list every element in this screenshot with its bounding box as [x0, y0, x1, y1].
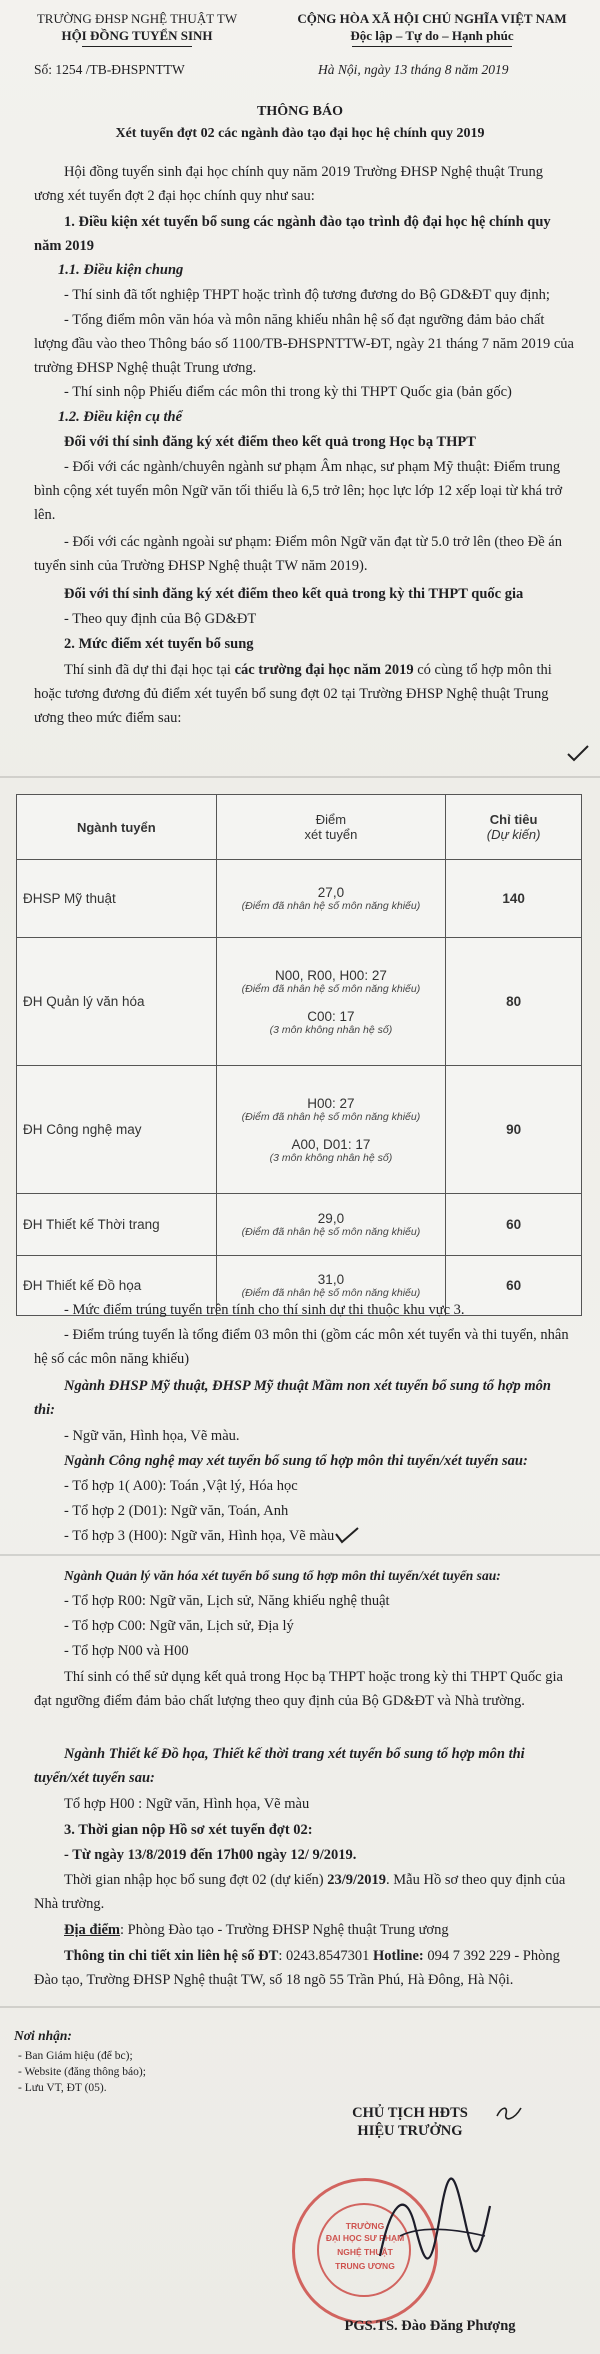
- row-quota: 90: [446, 1066, 582, 1194]
- score-note-2: (3 môn không nhân hệ số): [269, 1151, 393, 1164]
- section3-enroll: [34, 1868, 574, 1916]
- enroll-text-c: . Mẫu Hồ sơ theo quy định của Nhà trường.: [34, 1872, 566, 1912]
- contact-rest: 094 7 392 229 - Phòng Đào tạo, Trường ĐHSP Nghệ thuật TW, số 18 ngõ 55 Trần Phú, Hà Đông, Hà Nội.: [34, 1948, 560, 1988]
- score-value: 31,0: [317, 1272, 345, 1287]
- score-note: (Điểm đã nhân hệ số môn năng khiếu): [241, 1110, 421, 1123]
- note-region: - Mức điểm trúng tuyển trên tính cho thí sinh dự thi thuộc khu vực 3.: [64, 1302, 465, 1318]
- fineart-combo: - Ngữ văn, Hình họa, Vẽ màu.: [64, 1428, 240, 1444]
- table-row: [17, 938, 582, 1066]
- contact-line: [34, 1944, 574, 1992]
- s2-text-a: Thí sinh đã dự thi đại học tại: [64, 662, 235, 678]
- section11-title: 1.1. Điều kiện chung: [58, 262, 184, 278]
- recipient-item: - Website (đăng thông báo);: [18, 2066, 146, 2078]
- row-score: [216, 1194, 446, 1256]
- contact-label: Thông tin chi tiết xin liên hệ số ĐT: [64, 1948, 279, 1964]
- score-value: 27,0: [317, 885, 345, 900]
- row-major: ĐH Quản lý văn hóa: [17, 938, 217, 1066]
- s12-item3: - Theo quy định của Bộ GD&ĐT: [64, 611, 257, 627]
- s12-heading2: Đối với thí sinh đăng ký xét điểm theo kết quả trong kỳ thi THPT quốc gia: [64, 586, 524, 602]
- garment-combo1: - Tổ hợp 1( A00): Toán ,Vật lý, Hóa học: [64, 1478, 298, 1494]
- place-label: Địa điểm: [64, 1922, 120, 1938]
- header-score: [216, 795, 446, 860]
- score-note: (Điểm đã nhân hệ số môn năng khiếu): [241, 1287, 421, 1299]
- seal-text-line3: NGHỆ THUẬT: [337, 2247, 393, 2257]
- garment-heading: Ngành Công nghệ may xét tuyển bổ sung tổ hợp môn thi tuyển/xét tuyển sau:: [64, 1453, 528, 1469]
- hotline-label: Hotline:: [372, 1948, 428, 1964]
- row-score: [216, 1066, 446, 1194]
- org-underline: [82, 46, 192, 47]
- seal-text-line4: TRUNG ƯƠNG: [335, 2261, 395, 2271]
- nation-underline: [352, 46, 512, 47]
- notice-title: THÔNG BÁO: [257, 104, 343, 119]
- enroll-date: 23/9/2019: [327, 1872, 387, 1888]
- signer-name: PGS.TS. Đào Đăng Phượng: [344, 2318, 516, 2334]
- recipients-label: Nơi nhận:: [14, 2028, 72, 2043]
- garment-combo3: - Tổ hợp 3 (H00): Ngữ văn, Hình họa, Vẽ màu: [64, 1528, 335, 1544]
- culture-combo1: - Tổ hợp R00: Ngữ văn, Lịch sử, Năng khiếu nghệ thuật: [64, 1593, 390, 1609]
- row-score: [216, 938, 446, 1066]
- section3-dates: - Từ ngày 13/8/2019 đến 17h00 ngày 12/ 9/2019.: [64, 1847, 357, 1863]
- section2-paragraph: [34, 658, 574, 730]
- s2-text-b: các trường đại học năm 2019: [234, 662, 414, 678]
- header-major: Ngành tuyển: [17, 795, 217, 860]
- score-note: (Điểm đã nhân hệ số môn năng khiếu): [241, 982, 421, 995]
- s11-item1: - Thí sinh đã tốt nghiệp THPT hoặc trình độ tương đương do Bộ GD&ĐT quy định;: [64, 287, 550, 303]
- s12-heading1: Đối với thí sinh đăng ký xét điểm theo kết quả trong Học bạ THPT: [64, 434, 476, 450]
- section1-title: 1. Điều kiện xét tuyển bổ sung các ngành đào tạo trình độ đại học hệ chính quy năm 2019: [34, 214, 551, 254]
- handwritten-signature: [360, 2166, 500, 2286]
- row-major: ĐH Thiết kế Thời trang: [17, 1194, 217, 1256]
- row-major: ĐH Công nghệ may: [17, 1066, 217, 1194]
- table-header-row: [17, 795, 582, 860]
- org-line1: TRƯỜNG ĐHSP NGHỆ THUẬT TW: [36, 11, 238, 26]
- recipients-list: [18, 2048, 146, 2096]
- header-quota-line1: Chỉ tiêu: [489, 812, 538, 827]
- doc-date: Hà Nội, ngày 13 tháng 8 năm 2019: [318, 62, 509, 77]
- score-note: (Điểm đã nhân hệ số môn năng khiếu): [241, 1226, 421, 1238]
- contact-phone: : 0243.8547301: [278, 1948, 373, 1964]
- page-fold-line: [0, 1554, 600, 1556]
- enroll-text-a: Thời gian nhập học bổ sung đợt 02 (dự kiến): [64, 1872, 328, 1888]
- notice-subtitle: Xét tuyển đợt 02 các ngành đào tạo đại học hệ chính quy 2019: [115, 126, 485, 141]
- nation-line2: Độc lập – Tự do – Hạnh phúc: [350, 28, 514, 43]
- header-score-line1: Điểm: [315, 812, 347, 827]
- section3-title: 3. Thời gian nộp Hồ sơ xét tuyển đợt 02:: [64, 1822, 313, 1838]
- score-value: 29,0: [317, 1211, 345, 1226]
- score-value: N00, R00, H00: 27: [275, 967, 387, 983]
- section12-title: 1.2. Điều kiện cụ thể: [58, 409, 183, 425]
- signer-title1: CHỦ TỊCH HĐTS: [352, 2105, 468, 2121]
- signer-title: [300, 2104, 520, 2140]
- nation-header: [272, 10, 592, 47]
- s11-item2: - Tổng điểm môn văn hóa và môn năng khiếu nhân hệ số đạt ngưỡng đảm bảo chất lượng đầu vào theo Thông báo số 1100/TB-ĐHSPNTTW-ĐT, ngày 21 tháng 7 năm 2019 của trường ĐHSP Nghệ thuật Trung ương.: [34, 312, 574, 376]
- recipient-item: - Ban Giám hiệu (để bc);: [18, 2050, 133, 2062]
- row-quota: 60: [446, 1194, 582, 1256]
- check-mark-icon: [334, 1526, 360, 1546]
- row-major: ĐHSP Mỹ thuật: [17, 860, 217, 938]
- score-value-2: A00, D01: 17: [291, 1136, 371, 1152]
- score-table: [16, 794, 582, 1316]
- section2-title: 2. Mức điểm xét tuyển bổ sung: [64, 636, 254, 652]
- design-combo: Tổ hợp H00 : Ngữ văn, Hình họa, Vẽ màu: [64, 1796, 310, 1812]
- culture-combo2: - Tổ hợp C00: Ngữ văn, Lịch sử, Địa lý: [64, 1618, 294, 1634]
- garment-combo2: - Tổ hợp 2 (D01): Ngữ văn, Toán, Anh: [64, 1503, 289, 1519]
- s12-item1: - Đối với các ngành/chuyên ngành sư phạm Âm nhạc, sư phạm Mỹ thuật: Điểm trung bình cộng xét tuyển môn Ngữ văn tối thiểu là 6,5 trở lên; học lực lớp 12 xếp loại từ khá trở lên.: [34, 459, 563, 523]
- header-score-line2: xét tuyển: [304, 827, 358, 842]
- recipient-item: - Lưu VT, ĐT (05).: [18, 2082, 107, 2094]
- design-heading: Ngành Thiết kế Đồ họa, Thiết kế thời trang xét tuyển bổ sung tổ hợp môn thi tuyển/xét tuyển sau:: [34, 1746, 525, 1786]
- place-line: [34, 1918, 574, 1942]
- score-value-2: C00: 17: [307, 1008, 355, 1024]
- score-note-2: (3 môn không nhân hệ số): [269, 1023, 393, 1036]
- row-quota: 80: [446, 938, 582, 1066]
- header-quota-line2: (Dự kiến): [486, 827, 541, 842]
- org-line2: HỘI ĐỒNG TUYỂN SINH: [61, 28, 213, 43]
- row-quota: 60: [446, 1256, 582, 1316]
- seal-text-line2: ĐẠI HỌC SƯ PHẠM: [325, 2233, 405, 2243]
- check-mark-icon: [566, 742, 590, 764]
- initial-mark-icon: [494, 2104, 524, 2122]
- seal-text-top: TRƯỜNG: [345, 2221, 385, 2231]
- row-quota: 140: [446, 860, 582, 938]
- transcript-paragraph: Thí sinh có thể sử dụng kết quả trong Học bạ THPT hoặc trong kỳ thi THPT Quốc gia đạt ngưỡng điểm đảm bảo chất lượng theo quy định của Bộ GD&ĐT và Nhà trường.: [34, 1669, 563, 1709]
- intro-paragraph: Hội đồng tuyển sinh đại học chính quy năm 2019 Trường ĐHSP Nghệ thuật Trung ương xét tuyển đợt 2 đại học chính quy như sau:: [34, 164, 544, 204]
- doc-number: Số: 1254 /TB-ĐHSPNTTW: [34, 62, 185, 77]
- place-value: : Phòng Đào tạo - Trường ĐHSP Nghệ thuật Trung ương: [119, 1922, 449, 1938]
- page-fold-line: [0, 776, 600, 778]
- s2-text-c: có cùng tổ hợp môn thi hoặc tương đương đủ điểm xét tuyển bổ sung đợt 02 tại Trường ĐHSP Nghệ thuật Trung ương theo mức điểm sau:: [34, 662, 552, 726]
- table-row: [17, 1066, 582, 1194]
- org-header: [12, 10, 262, 47]
- culture-combo3: - Tổ hợp N00 và H00: [64, 1643, 189, 1659]
- s12-item2: - Đối với các ngành ngoài sư phạm: Điểm môn Ngữ văn đạt từ 5.0 trở lên (theo Đề án tuyển sinh của Trường ĐHSP Nghệ thuật TW năm 2019).: [34, 534, 562, 574]
- fineart-heading: Ngành ĐHSP Mỹ thuật, ĐHSP Mỹ thuật Mầm non xét tuyển bổ sung tổ hợp môn thi:: [34, 1378, 551, 1418]
- table-row: [17, 860, 582, 938]
- culture-heading: Ngành Quản lý văn hóa xét tuyển bổ sung tổ hợp môn thi tuyển/xét tuyển sau:: [64, 1568, 501, 1583]
- signer-title2: HIỆU TRƯỞNG: [357, 2123, 463, 2139]
- note-total: - Điểm trúng tuyển là tổng điểm 03 môn thi (gồm các môn xét tuyển và thi tuyển, nhân hệ số các môn năng khiếu): [34, 1327, 569, 1367]
- row-score: [216, 860, 446, 938]
- header-quota: [446, 795, 582, 860]
- score-value: H00: 27: [307, 1095, 355, 1111]
- table-row: [17, 1194, 582, 1256]
- page-fold-line: [0, 2006, 600, 2008]
- s11-item3: - Thí sinh nộp Phiếu điểm các môn thi trong kỳ thi THPT Quốc gia (bản gốc): [64, 384, 512, 400]
- row-major: ĐH Thiết kế Đồ họa: [17, 1256, 217, 1316]
- nation-line1: CỘNG HÒA XÃ HỘI CHỦ NGHĨA VIỆT NAM: [297, 11, 567, 26]
- score-note: (Điểm đã nhân hệ số môn năng khiếu): [241, 900, 421, 912]
